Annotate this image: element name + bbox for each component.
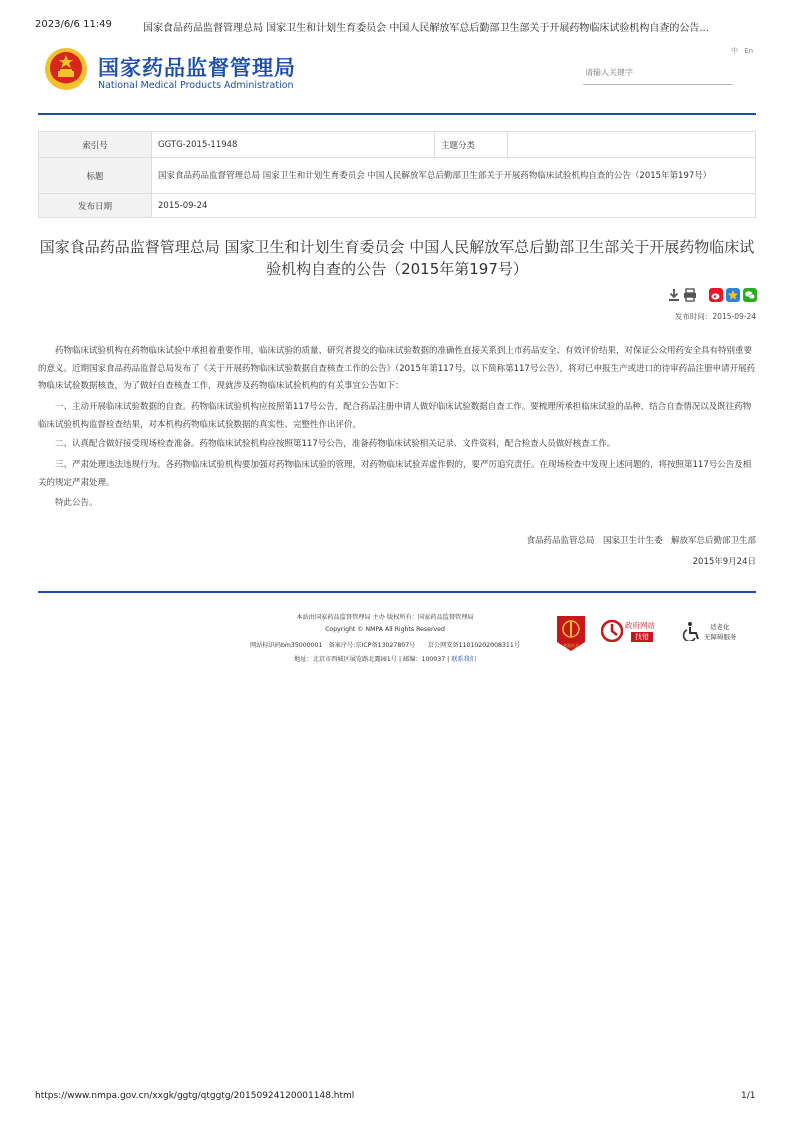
party-government-badge-icon[interactable] [556,614,586,652]
print-page-title: 国家食品药品监督管理总局 国家卫生和计划生育委员会 中国人民解放军总后勤部卫生部关于开展药物临床试验机构自查的公告... [143,23,709,34]
article-title: 国家食品药品监督管理总局 国家卫生和计划生育委员会 中国人民解放军总后勤部卫生部关于开展药物临床试验机构自查的公告（2015年第197号） [39,238,755,278]
print-datetime: 2023/6/6 11:49 [35,19,112,30]
gov-site-label: 政府网站 [625,621,655,630]
accessibility-icon [682,621,702,641]
search-box [583,64,733,85]
title-value: 国家食品药品监督管理总局 国家卫生和计划生育委员会 中国人民解放军总后勤部卫生部关于开展药物临床试验机构自查的公告（2015年第197号） [152,158,756,194]
footer-address-text: 地址：北京市西城区展览路北露园1号 | 邮编：100037 | [294,656,452,663]
accessibility-service[interactable] [682,619,762,645]
footer-address [210,654,560,663]
sign-date: 2015年9月24日 [692,557,756,567]
share-tools [668,287,757,303]
index-label: 索引号 [39,132,152,158]
footer-registration: 网站标识码bm35000001 备案序号:京ICP备13027807号 京公网安备11010202008311号 [250,642,520,649]
a11y-label-2: 无障碍服务 [704,633,737,641]
footer-sponsor: 本站由国家药品监督管理局 主办 版权所有：国家药品监督管理局 [296,614,474,621]
document-info-table [38,131,756,218]
qzone-share-icon[interactable] [726,288,740,302]
gov-site-sub: 找错 [631,632,653,642]
header-divider [38,113,756,115]
gov-site-error-report[interactable] [601,616,663,646]
print-icon[interactable] [683,288,697,302]
wechat-share-icon[interactable] [743,288,757,302]
body-paragraph: 药物临床试验机构在药物临床试验中承担着重要作用，临床试验的质量、研究者提交的临床试验数据的准确性直接关系到上市药品安全、有效评价结果，对保证公众用药安全具有特别重要的意义。近期国家食品药品监督总局发布了《关于开展药物临床试验数据自查核查工作的公告》（2015年第117号，以下简称第117号公告），将对已申报生产或进口的待审药品注册申请开展药物临床试验数据核查，为了做好自查核查工作，现就涉及药物临床试验机构的有关事宜公告如下： [38,346,756,391]
contact-us-link[interactable]: 联系我们 [451,656,476,663]
body-paragraph: 三、严肃处理违法违规行为。各药物临床试验机构要加强对药物临床试验的管理，对药物临床试验弄虚作假的，要严厉追究责任。在现场检查中发现上述问题的，将按照第117号公告及相关的规定严肃处理。 [38,460,752,488]
date-value: 2015-09-24 [152,194,756,218]
signatories: 食品药品监管总局 国家卫生计生委 解放军总后勤部卫生部 [526,536,756,546]
print-page-number: 1/1 [741,1091,756,1101]
a11y-label-1: 适老化 [710,623,730,631]
body-paragraph: 一、主动开展临床试验数据的自查。药物临床试验机构应按照第117号公告，配合药品注册申请人做好临床试验数据自查工作。要梳理所承担临床试验的品种，结合自查情况以及既往药物临床试验机构监督检查结果，对本机构药物临床试验数据的真实性、完整性作出评价。 [38,402,752,430]
search-input[interactable] [583,64,733,81]
body-paragraph: 特此公告。 [38,498,98,508]
lang-en-link[interactable]: En [744,47,754,55]
date-label: 发布日期 [39,194,152,218]
category-label: 主题分类 [435,132,508,158]
category-value [508,132,756,158]
title-label: 标题 [39,158,152,194]
gov-site-logo-icon [601,620,623,642]
publish-time: 发布时间：2015-09-24 [674,312,756,321]
language-switch [727,46,753,56]
footer-divider [38,591,756,593]
index-value: GGTG-2015-11948 [152,132,435,158]
download-icon[interactable] [668,288,680,302]
weibo-share-icon[interactable] [709,288,723,302]
footer-copyright: Copyright © NMPA All Rights Reserved [325,626,445,633]
national-emblem-icon [44,47,88,91]
print-url: https://www.nmpa.gov.cn/xxgk/ggtg/qtggtg/20150924120001148.html [35,1091,355,1101]
site-name-en: National Medical Products Administration [98,80,294,91]
badge-label: 党政机关 [563,643,579,648]
lang-cn-link[interactable]: 中 [731,47,738,55]
body-paragraph: 二、认真配合做好接受现场检查准备。药物临床试验机构应按照第117号公告，准备药物临床试验相关记录、文件资料，配合检查人员做好核查工作。 [38,439,616,449]
site-name-cn[interactable]: 国家药品监督管理局 [98,56,296,80]
